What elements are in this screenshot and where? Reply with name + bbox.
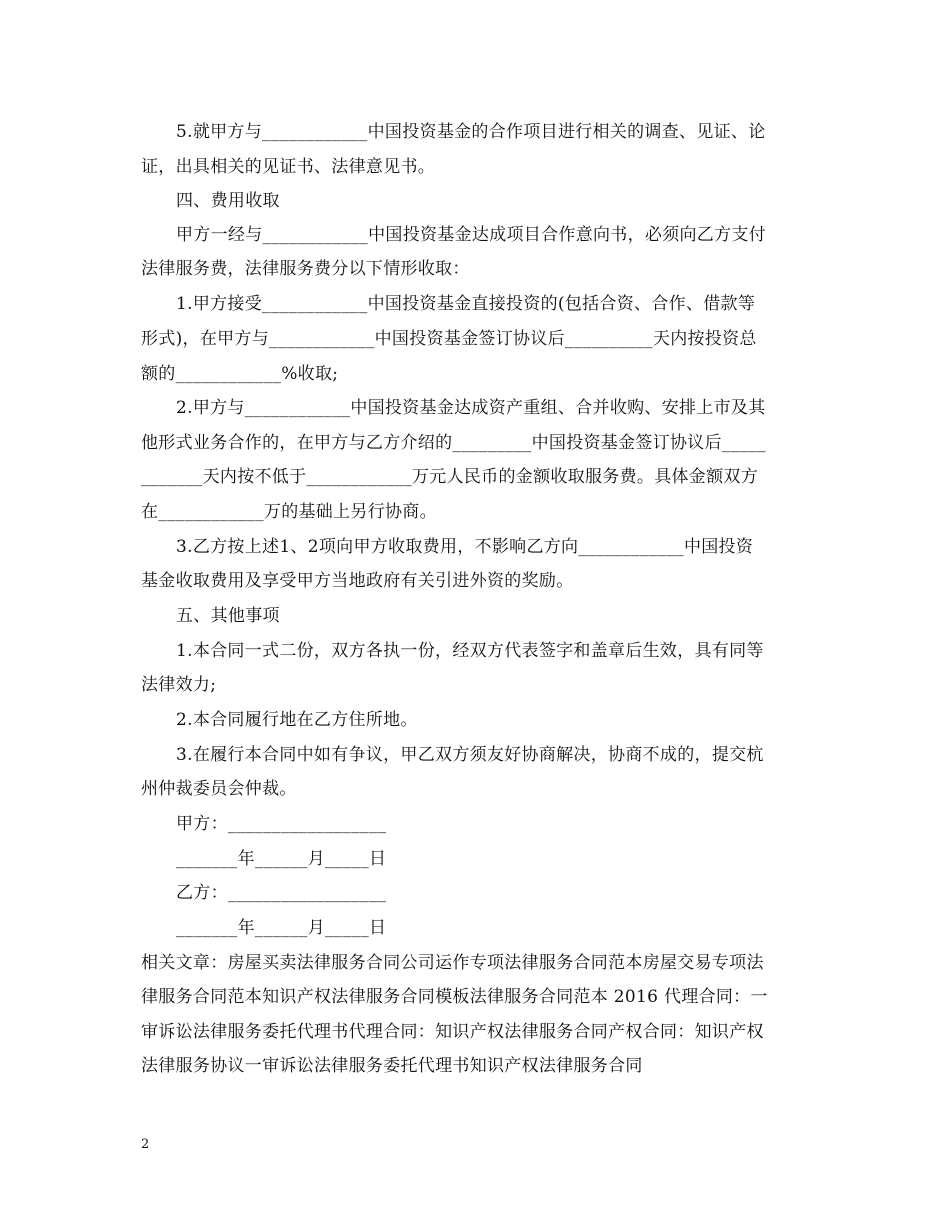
party-a-signature: 甲方：__________________	[176, 814, 387, 834]
fee-clause-3-line-1: 3.乙方按上述1、2项向甲方收取费用，不影响乙方向____________中国投资	[176, 537, 754, 557]
fee-clause-2-line-3: _______天内按不低于____________万元人民币的金额收取服务费。具体金额双方	[141, 467, 758, 487]
page-number: 2	[141, 1137, 150, 1152]
related-articles-line-1: 相关文章：房屋买卖法律服务合同公司运作专项法律服务合同范本房屋交易专项法	[141, 953, 764, 973]
fee-clause-2-line-4: 在____________万的基础上另行协商。	[141, 502, 437, 522]
fee-clause-1-line-3: 额的____________%收取;	[141, 364, 339, 384]
other-clause-1-line-1: 1.本合同一式二份，双方各执一份，经双方代表签字和盖章后生效，具有同等	[176, 641, 764, 661]
fee-clause-3-line-2: 基金收取费用及享受甲方当地政府有关引进外资的奖励。	[141, 571, 574, 591]
related-articles-line-3: 审诉讼法律服务委托代理书代理合同：知识产权法律服务合同产权合同：知识产权	[141, 1022, 764, 1042]
clause-5-line-1: 5.就甲方与____________中国投资基金的合作项目进行相关的调查、见证、论	[176, 122, 766, 142]
related-articles-line-4: 法律服务协议一审诉讼法律服务委托代理书知识产权法律服务合同	[141, 1056, 643, 1076]
party-b-date: _______年______月_____日	[176, 918, 387, 938]
section-heading-other: 五、其他事项	[176, 606, 280, 626]
fees-intro-line-2: 法律服务费，法律服务费分以下情形收取：	[141, 259, 470, 279]
other-clause-2: 2.本合同履行地在乙方住所地。	[176, 710, 418, 730]
section-heading-fees: 四、费用收取	[176, 191, 280, 211]
related-articles-line-2: 律服务合同范本知识产权法律服务合同模板法律服务合同范本 2016 代理合同：一	[141, 987, 768, 1007]
fee-clause-1-line-2: 形式)，在甲方与____________中国投资基金签订协议后__________天内按投资总	[141, 329, 757, 349]
party-b-signature: 乙方：__________________	[176, 883, 387, 903]
clause-5-line-2: 证，出具相关的见证书、法律意见书。	[141, 157, 436, 177]
fee-clause-1-line-1: 1.甲方接受____________中国投资基金直接投资的(包括合资、合作、借款等	[176, 294, 756, 314]
other-clause-3-line-1: 3.在履行本合同中如有争议，甲乙双方须友好协商解决，协商不成的，提交杭	[176, 745, 764, 765]
other-clause-1-line-2: 法律效力;	[141, 675, 217, 695]
party-a-date: _______年______月_____日	[176, 849, 387, 869]
fee-clause-2-line-1: 2.甲方与____________中国投资基金达成资产重组、合并收购、安排上市及其	[176, 398, 766, 418]
fee-clause-2-line-2: 他形式业务合作的，在甲方与乙方介绍的_________中国投资基金签订协议后_____	[141, 433, 766, 453]
other-clause-3-line-2: 州仲裁委员会仲裁。	[141, 779, 297, 799]
fees-intro-line-1: 甲方一经与____________中国投资基金达成项目合作意向书，必须向乙方支付	[176, 225, 766, 245]
